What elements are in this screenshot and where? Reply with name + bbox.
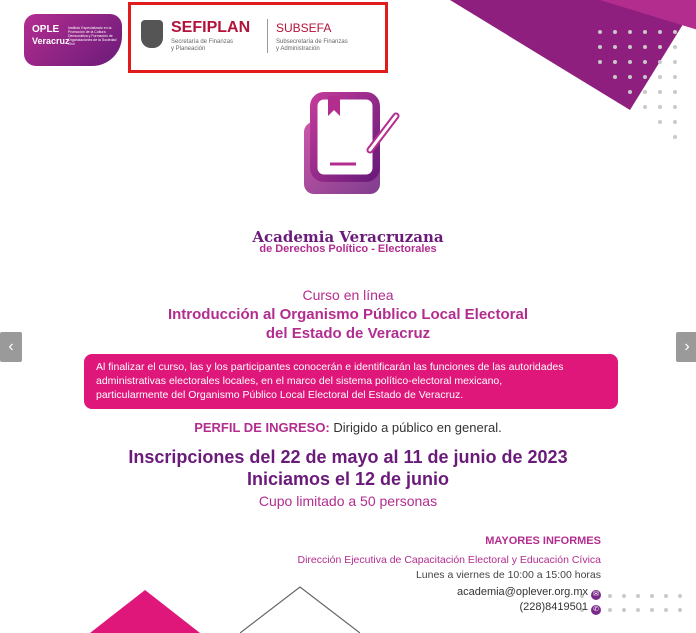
course-title-line2: del Estado de Veracruz [265, 325, 431, 342]
decorative-dot [622, 594, 626, 598]
decorative-dot [613, 45, 617, 49]
logo-divider [267, 19, 268, 53]
decorative-dot [636, 594, 640, 598]
notepad-pencil-icon [300, 92, 410, 202]
contact-email[interactable]: academia@oplever.org.mx [456, 586, 588, 598]
ople-tagline: Instituto Especializado en la Promoción de la Cultura Democrática y Formación de Organizaciones de la Sociedad Civil [68, 26, 117, 46]
decorative-dot [598, 45, 602, 49]
registration-dates: Inscripciones del 22 de mayo al 11 de junio de 2023 [128, 447, 568, 467]
description-line1: Al finalizar el curso, las y los participantes conocerán e identificarán las funciones de las autoridades [96, 361, 564, 373]
decorative-dot [658, 60, 662, 64]
decorative-dot [673, 105, 677, 109]
decorative-dot [658, 105, 662, 109]
contact-phone-row [519, 601, 601, 615]
decorative-dot [658, 45, 662, 49]
decorative-dot [643, 60, 647, 64]
contact-hours: Lunes a viernes de 10:00 a 15:00 horas [415, 569, 601, 581]
decorative-dot [608, 608, 612, 612]
sefiplan-subtitle [171, 39, 233, 53]
decorative-dot [613, 75, 617, 79]
sefiplan-subtitle-line1: Secretaría de Finanzas [171, 39, 234, 45]
subsefa-title: SUBSEFA [276, 21, 332, 35]
course-title-line1: Introducción al Organismo Público Local Electoral [167, 306, 529, 323]
decorative-dot [673, 45, 677, 49]
decorative-dot [613, 60, 617, 64]
ople-brand: OPLE [32, 24, 60, 35]
course-description [84, 354, 618, 409]
decorative-dot [628, 90, 632, 94]
decorative-dot [628, 60, 632, 64]
decorative-dot [643, 90, 647, 94]
decorative-dot [643, 45, 647, 49]
decorative-dot [673, 135, 677, 139]
decorative-dot [643, 30, 647, 34]
decorative-dot [658, 120, 662, 124]
academy-subtitle: de Derechos Político - Electorales [259, 243, 437, 255]
decorative-dot [598, 60, 602, 64]
decorative-dot [628, 45, 632, 49]
decorative-dot [673, 60, 677, 64]
carousel-next-button[interactable]: › [676, 332, 696, 362]
carousel-prev-button[interactable]: ‹ [0, 332, 22, 362]
veracruz-shield-icon [141, 20, 163, 48]
subsefa-subtitle-line1: Subsecretaría de Finanzas [276, 39, 348, 45]
entry-profile-value: Dirigido a público en general. [333, 420, 502, 435]
decorative-dot [678, 608, 682, 612]
decorative-dot [622, 608, 626, 612]
ople-logo [24, 14, 122, 66]
decorative-dot [678, 594, 682, 598]
subsefa-subtitle-line2: y Administración [276, 46, 320, 52]
sefiplan-title: SEFIPLAN [171, 19, 251, 36]
description-line2: administrativas electorales locales, en el marco del sistema político-electoral mexicano, [96, 375, 503, 387]
decorative-dot [613, 30, 617, 34]
decorative-dot [650, 594, 654, 598]
decorative-dot [628, 30, 632, 34]
description-line3: particularmente del Organismo Público Local Electoral del Estado de Veracruz. [96, 389, 464, 401]
decorative-dot [643, 105, 647, 109]
sefiplan-subtitle-line2: y Planeación [171, 46, 206, 52]
sefiplan-logo-box [128, 2, 388, 73]
decorative-dot [628, 75, 632, 79]
contact-heading: MAYORES INFORMES [485, 535, 601, 547]
entry-profile [0, 420, 696, 435]
decorative-dot [658, 75, 662, 79]
decorative-dot [636, 608, 640, 612]
capacity-text: Cupo limitado a 50 personas [258, 493, 438, 509]
phone-icon: ✆ [591, 605, 601, 615]
contact-phone[interactable]: (228)8419501 [519, 601, 588, 613]
decorative-dot [598, 30, 602, 34]
decorative-bottom-triangle [90, 590, 200, 633]
subsefa-subtitle [276, 39, 348, 53]
decorative-dot [673, 75, 677, 79]
entry-profile-label: PERFIL DE INGRESO: [194, 420, 330, 435]
decorative-dot [664, 594, 668, 598]
course-type: Curso en línea [302, 287, 394, 303]
decorative-dot [643, 75, 647, 79]
decorative-dot [650, 608, 654, 612]
ople-region: Veracruz [32, 36, 70, 46]
contact-department: Dirección Ejecutiva de Capacitación Electoral y Educación Cívica [297, 554, 601, 566]
decorative-dot [658, 90, 662, 94]
decorative-dot [673, 30, 677, 34]
start-date: Iniciamos el 12 de junio [246, 469, 450, 489]
decorative-dot [673, 120, 677, 124]
decorative-bottom-outline [240, 585, 360, 633]
email-icon: ✉ [591, 590, 601, 600]
decorative-dot [608, 594, 612, 598]
contact-email-row [457, 586, 601, 600]
decorative-dot [673, 90, 677, 94]
academy-title: Academia Veracruzana [252, 228, 444, 246]
decorative-dot [658, 30, 662, 34]
decorative-dot [664, 608, 668, 612]
